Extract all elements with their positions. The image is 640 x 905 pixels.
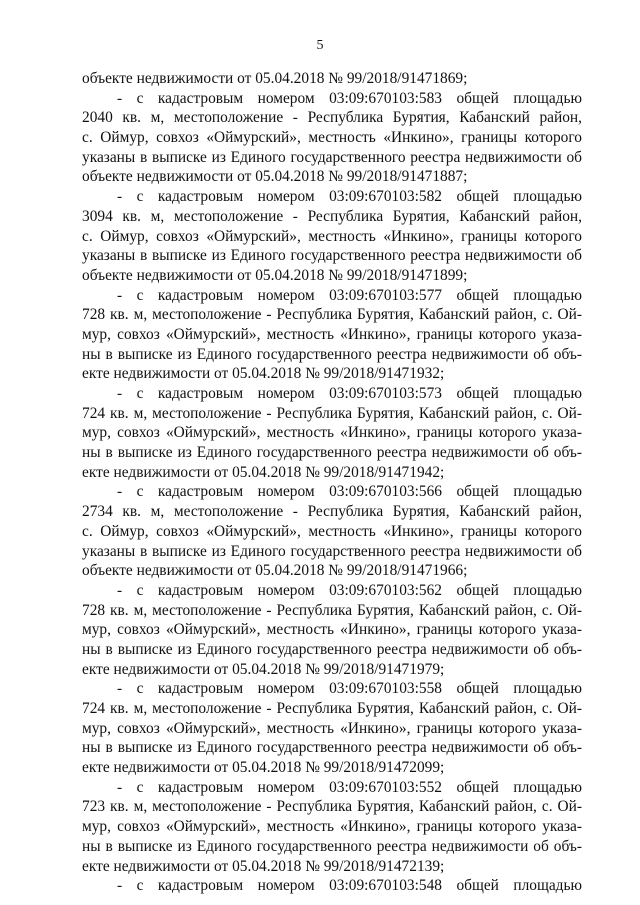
text-line: - с кадастровым номером 03:09:670103:583 общей площадью <box>117 89 582 107</box>
text-line: указаны в выписке из Единого государственного реестра недвижимости об <box>82 148 582 166</box>
text-line: с. Оймур, совхоз «Оймурский», местность «Инкино», границы которого <box>82 227 582 245</box>
text-line: мур, совхоз «Оймурский», местность «Инкино», границы которого указа- <box>82 621 582 639</box>
text-line: - с кадастровым номером 03:09:670103:548 общей площадью <box>117 877 582 895</box>
text-line: екте недвижимости от 05.04.2018 № 99/2018/91472099; <box>82 759 445 777</box>
text-line: мур, совхоз «Оймурский», местность «Инкино», границы которого указа- <box>82 719 582 737</box>
text-line: - с кадастровым номером 03:09:670103:566 общей площадью <box>117 483 582 501</box>
text-line: екте недвижимости от 05.04.2018 № 99/2018/91471942; <box>82 463 445 481</box>
text-line: ны в выписке из Единого государственного реестра недвижимости об объ- <box>82 640 582 658</box>
text-line: - с кадастровым номером 03:09:670103:573 общей площадью <box>117 385 582 402</box>
text-line: - с кадастровым номером 03:09:670103:552 общей площадью <box>117 778 582 796</box>
text-line: - с кадастровым номером 03:09:670103:582 общей площадью <box>117 188 582 206</box>
text-line: с. Оймур, совхоз «Оймурский», местность «Инкино», границы которого <box>82 522 582 540</box>
text-line: 724 кв. м, местоположение - Республика Бурятия, Кабанский район, с. Ой- <box>82 700 582 717</box>
text-line: екте недвижимости от 05.04.2018 № 99/2018/91471932; <box>82 365 445 383</box>
document-body <box>82 69 582 896</box>
text-line: с. Оймур, совхоз «Оймурский», местность «Инкино», границы которого <box>82 129 582 147</box>
text-line: ны в выписке из Единого государственного реестра недвижимости об объ- <box>82 345 582 363</box>
text-line: екте недвижимости от 05.04.2018 № 99/2018/91472139; <box>82 857 445 875</box>
text-line: 2040 кв. м, местоположение - Республика Бурятия, Кабанский район, <box>82 109 582 127</box>
text-line: - с кадастровым номером 03:09:670103:562 общей площадью <box>117 581 582 599</box>
text-line: указаны в выписке из Единого государственного реестра недвижимости об <box>82 247 582 265</box>
text-line: объекте недвижимости от 05.04.2018 № 99/2018/91471966; <box>82 562 468 580</box>
text-line: мур, совхоз «Оймурский», местность «Инкино», границы которого указа- <box>82 424 582 442</box>
text-line: екте недвижимости от 05.04.2018 № 99/2018/91471979; <box>82 660 445 678</box>
text-line: ны в выписке из Единого государственного реестра недвижимости об объ- <box>82 837 582 855</box>
text-line: 728 кв. м, местоположение - Республика Бурятия, Кабанский район, с. Ой- <box>82 601 582 619</box>
text-line: - с кадастровым номером 03:09:670103:577 общей площадью <box>117 286 582 304</box>
text-line: ны в выписке из Единого государственного реестра недвижимости об объ- <box>82 739 582 757</box>
text-line: объекте недвижимости от 05.04.2018 № 99/2018/91471869; <box>82 70 468 87</box>
text-line: - с кадастровым номером 03:09:670103:558 общей площадью <box>117 680 582 698</box>
text-line: мур, совхоз «Оймурский», местность «Инкино», границы которого указа- <box>82 325 582 343</box>
text-line: 724 кв. м, местоположение - Республика Бурятия, Кабанский район, с. Ой- <box>82 404 582 422</box>
text-line: ны в выписке из Единого государственного реестра недвижимости об объ- <box>82 444 582 462</box>
text-line: мур, совхоз «Оймурский», местность «Инкино», границы которого указа- <box>82 818 582 836</box>
text-line: объекте недвижимости от 05.04.2018 № 99/2018/91471899; <box>82 266 468 284</box>
text-line: 728 кв. м, местоположение - Республика Бурятия, Кабанский район, с. Ой- <box>82 306 582 324</box>
text-line: 3094 кв. м, местоположение - Республика Бурятия, Кабанский район, <box>82 207 582 225</box>
text-line: 2734 кв. м, местоположение - Республика Бурятия, Кабанский район, <box>82 503 582 521</box>
text-line: указаны в выписке из Единого государственного реестра недвижимости об <box>82 542 582 560</box>
text-line: 723 кв. м, местоположение - Республика Бурятия, Кабанский район, с. Ой- <box>82 798 582 816</box>
text-line: объекте недвижимости от 05.04.2018 № 99/2018/91471887; <box>82 168 468 186</box>
page-number: 5 <box>316 38 324 53</box>
